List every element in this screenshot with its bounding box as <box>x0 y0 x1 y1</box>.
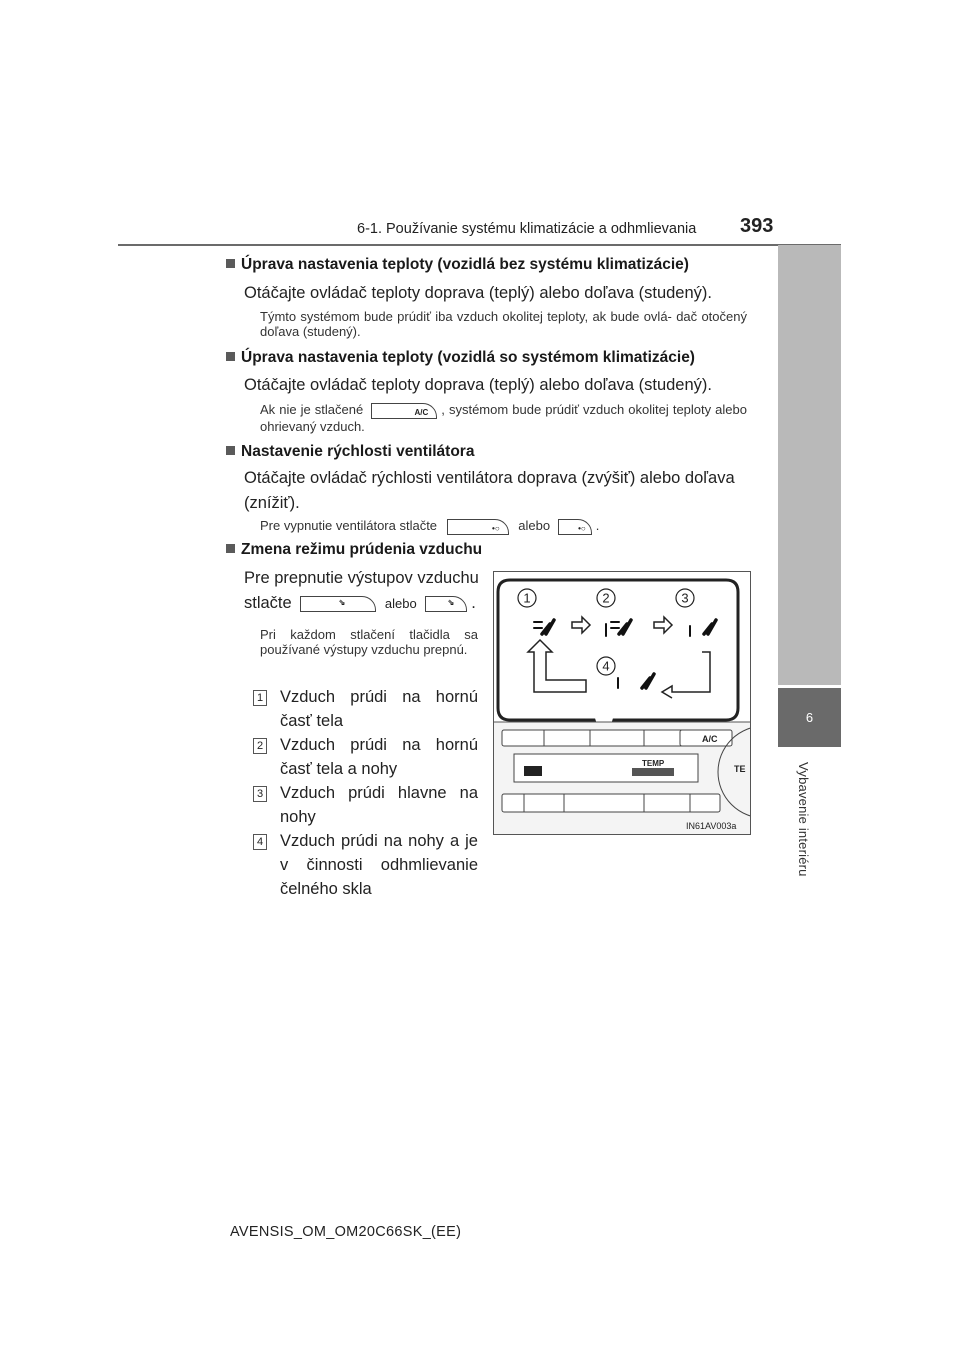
section-1-heading <box>226 256 689 274</box>
square-bullet-icon <box>226 259 235 268</box>
list-item-number: 3 <box>253 786 267 802</box>
section-2-heading <box>226 349 695 367</box>
list-item-number: 2 <box>253 738 267 754</box>
figure-illustration <box>494 572 750 834</box>
side-tab-background <box>778 245 841 685</box>
air-outlet-button-icon: ⇘ <box>300 596 376 612</box>
section-1-body: Otáčajte ovládač teploty doprava (teplý) alebo doľava (studený). <box>244 284 712 302</box>
square-bullet-icon <box>226 446 235 455</box>
list-item-number: 4 <box>253 834 267 850</box>
section-4-heading-text: Zmena režimu prúdenia vzduchu <box>241 541 483 558</box>
page-number: 393 <box>740 215 774 237</box>
section-4-body-line1: Pre prepnutie výstupov vzduchu <box>244 569 479 587</box>
section-2-body: Otáčajte ovládač teploty doprava (teplý) alebo doľava (studený). <box>244 376 712 394</box>
figure-code: IN61AV003a <box>686 821 737 831</box>
fan-off-button-alt-icon: •○ <box>558 519 592 535</box>
temp-bar <box>632 768 674 776</box>
list-item-text: Vzduch prúdi na nohy a je v činnosti odhmlievanie čelného skla <box>280 832 478 898</box>
header-section-title: 6-1. Používanie systému klimatizácie a odhmlievania <box>357 221 697 237</box>
callout-number-1: 1 <box>523 590 531 606</box>
fan-off-button-icon: •○ <box>447 519 509 535</box>
callout-number-3: 3 <box>681 590 689 606</box>
list-item <box>253 781 478 829</box>
air-flow-mode-figure <box>493 571 751 835</box>
section-3-note-after: . <box>595 518 600 533</box>
footer-doc-id: AVENSIS_OM_OM20C66SK_(EE) <box>230 1224 462 1240</box>
section-2-note-before: Ak nie je stlačené <box>260 402 364 417</box>
square-bullet-icon <box>226 352 235 361</box>
section-3-note <box>260 518 747 535</box>
section-1-heading-text: Úprava nastavenia teploty (vozidlá bez systému klimatizácie) <box>241 256 689 273</box>
section-2-heading-text: Úprava nastavenia teploty (vozidlá so systémom klimatizácie) <box>241 349 695 366</box>
ac-button-icon: A/C <box>371 403 437 419</box>
square-bullet-icon <box>226 544 235 553</box>
section-3-note-middle: alebo <box>518 518 551 533</box>
section-3-heading-text: Nastavenie rýchlosti ventilátora <box>241 443 475 460</box>
side-tab-chapter-number: 6 <box>805 710 814 725</box>
list-item <box>253 733 478 781</box>
list-item-number: 1 <box>253 690 267 706</box>
section-4-body-press: stlačte <box>244 594 292 612</box>
section-3-note-before: Pre vypnutie ventilátora stlačte <box>260 518 438 533</box>
callout-number-2: 2 <box>602 590 610 606</box>
air-outlet-button-alt-icon: ⇘ <box>425 596 467 612</box>
climate-control-panel <box>494 722 750 834</box>
fan-level-bars <box>524 766 542 776</box>
section-4-body-line2 <box>244 594 476 613</box>
svg-text:A/C: A/C <box>702 734 718 744</box>
callout-number-4: 4 <box>602 658 610 674</box>
list-item-text: Vzduch prúdi na hornú časť tela <box>280 688 478 730</box>
panel-top-row <box>502 730 686 746</box>
section-4-heading <box>226 541 482 559</box>
svg-text:TE: TE <box>734 764 746 774</box>
section-2-note-after: , systémom bude prúdiť vzduch okolitej teploty alebo ohrievaný vzduch. <box>260 402 747 434</box>
list-item-text: Vzduch prúdi hlavne na nohy <box>280 784 478 826</box>
section-2-note <box>260 402 747 434</box>
section-4-body-middle: alebo <box>384 596 417 611</box>
panel-bottom-row <box>502 794 720 812</box>
svg-text:TEMP: TEMP <box>642 759 665 768</box>
section-1-note: Týmto systémom bude prúdiť iba vzduch okolitej teploty, ak bude ovlá- dač otočený doľava (studený). <box>260 309 747 339</box>
side-tab-chapter-title: Vybavenie interiéru <box>796 762 811 877</box>
list-item-text: Vzduch prúdi na hornú časť tela a nohy <box>280 736 478 778</box>
section-3-heading <box>226 443 474 461</box>
section-4-note: Pri každom stlačení tlačidla sa používané výstupy vzduchu prepnú. <box>260 627 478 657</box>
list-item <box>253 829 478 901</box>
header-rule <box>118 244 841 246</box>
section-3-body: Otáčajte ovládač rýchlosti ventilátora doprava (zvýšiť) alebo doľava (znížiť). <box>244 469 735 512</box>
section-4-body-after: . <box>471 594 476 612</box>
list-item <box>253 685 478 733</box>
